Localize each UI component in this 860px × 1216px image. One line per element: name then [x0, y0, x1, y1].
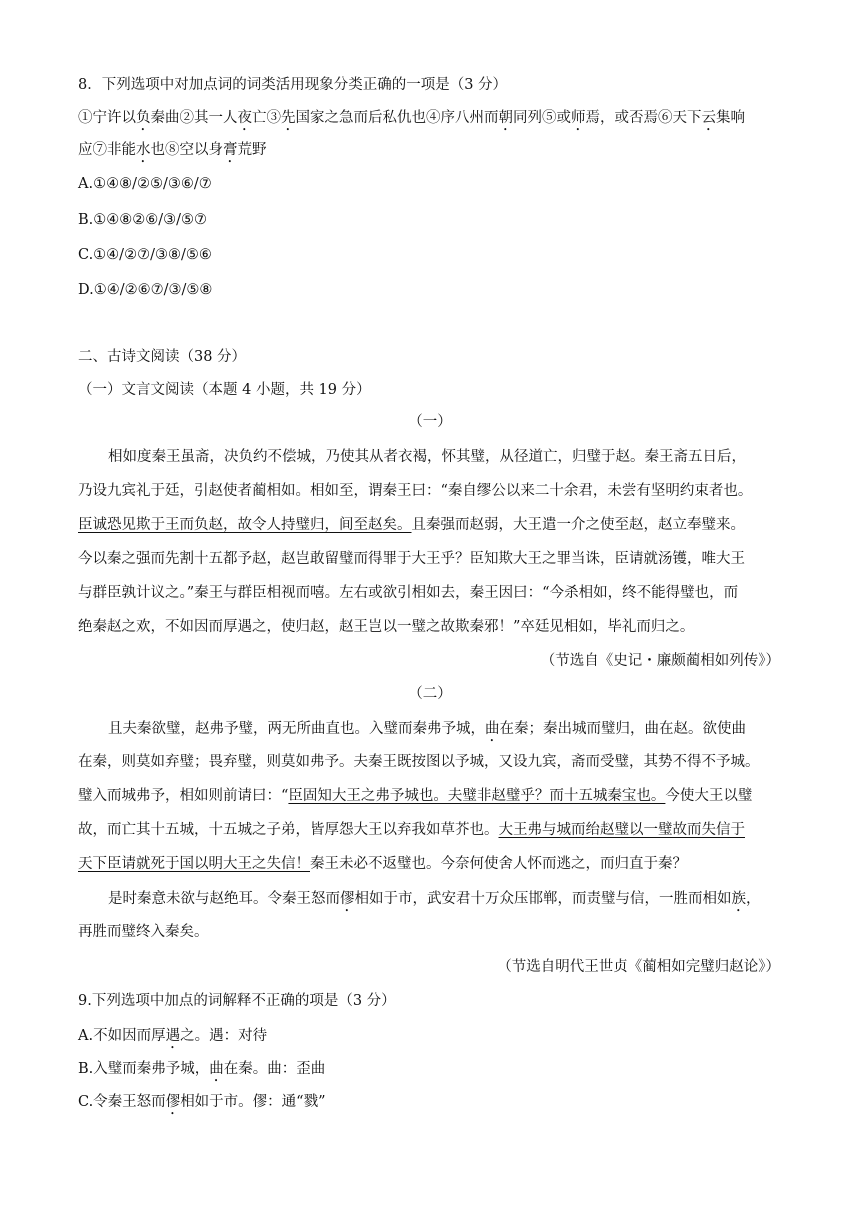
- q9-option-b: B.入璧而秦弗予城，曲在秦。曲：歪曲: [78, 1061, 326, 1077]
- section-subtitle: （一）文言文阅读（本题 4 小题，共 19 分）: [78, 382, 371, 398]
- underlined-sentence: 臣固知大王之弗予城也。夫璧非赵璧乎？而十五城秦宝也。: [288, 788, 666, 804]
- passage2-line: 璧入而城弗予，相如则前请曰：“臣固知大王之弗予城也。夫璧非赵璧乎？而十五城秦宝也。今使大王以璧: [78, 788, 753, 804]
- q8-items-line2: 应⑦非能水也⑧空以身膏荒野: [78, 142, 267, 158]
- q9-option-a: A.不如因而厚遇之。遇：对待: [78, 1028, 268, 1044]
- q8-option-a: A.①④⑧/②⑤/③⑥/⑦: [78, 176, 212, 192]
- q9-stem: 9.下列选项中加点的词解释不正确的项是（3 分）: [78, 993, 396, 1009]
- q8-option-d: D.①④/②⑥⑦/③/⑤⑧: [78, 282, 213, 298]
- passage2-label: （二）: [408, 686, 452, 702]
- q8-items-line1: ①宁许以负秦曲②其一人夜亡③先国家之急而后私仇也④序八州而朝同列⑤或师焉，或否焉⑥天下云集响: [78, 110, 745, 126]
- passage1-line: 乃设九宾礼于廷，引赵使者蔺相如。相如至，谓秦王曰：“秦自缪公以来二十余君，未尝有坚明约束者也。: [78, 483, 753, 499]
- underlined-sentence: 天下臣请就死于国以明大王之失信！: [78, 856, 310, 872]
- passage1-source: （节选自《史记・廉颇蔺相如列传》）: [540, 653, 780, 669]
- passage1-line: 臣诚恐见欺于王而负赵，故令人持璧归，间至赵矣。且秦强而赵弱，大王遣一介之使至赵，赵立奉璧来。: [78, 517, 745, 533]
- q8-option-b: B.①④⑧②⑥/③/⑤⑦: [78, 212, 208, 228]
- passage2-line: 在秦，则莫如弃璧；畏弃璧，则莫如弗予。夫秦王既按图以予城，又设九宾，斋而受璧，其势不得不予城。: [78, 754, 760, 770]
- passage1-line: 相如度秦王虽斋，决负约不偿城，乃使其从者衣褐，怀其璧，从径道亡，归璧于赵。秦王斋五日后，: [108, 449, 746, 465]
- passage2-source: （节选自明代王世贞《蔺相如完璧归赵论》）: [497, 959, 780, 975]
- passage1-line: 与群臣孰计议之。”秦王与群臣相视而嘻。左右或欲引相如去，秦王因曰：“今杀相如，终不能得璧也，而: [78, 585, 739, 601]
- passage2-line: 再胜而璧终入秦矣。: [78, 924, 209, 940]
- passage2-line: 是时秦意未欲与赵绝耳。令秦王怒而僇相如于市，武安君十万众压邯郸，而责璧与信，一胜而相如族，: [108, 891, 761, 907]
- q9-option-c: C.令秦王怒而僇相如于市。僇：通“戮”: [78, 1094, 326, 1110]
- passage1-line: 今以秦之强而先割十五都予赵，赵岂敢留璧而得罪于大王乎？臣知欺大王之罪当诛，臣请就汤镬，唯大王: [78, 551, 745, 567]
- passage2-line: 且夫秦欲璧，赵弗予璧，两无所曲直也。入璧而秦弗予城，曲在秦；秦出城而璧归，曲在赵。欲使曲: [108, 721, 746, 737]
- underlined-sentence: 臣诚恐见欺于王而负赵，故令人持璧归，间至赵矣。: [78, 517, 412, 533]
- passage2-line: 故，而亡其十五城，十五城之子弟，皆厚怨大王以弃我如草芥也。大王弗与城而绐赵璧以一璧故而失信于: [78, 822, 745, 838]
- passage2-line: 天下臣请就死于国以明大王之失信！秦王未必不返璧也。今奈何使舍人怀而逃之，而归直于秦？: [78, 856, 687, 872]
- q8-option-c: C.①④/②⑦/③⑧/⑤⑥: [78, 247, 212, 263]
- underlined-sentence: 大王弗与城而绐赵璧以一璧故而失信于: [498, 822, 745, 838]
- section-title: 二、古诗文阅读（38 分）: [78, 349, 247, 365]
- q8-stem: 8．下列选项中对加点词的词类活用现象分类正确的一项是（3 分）: [78, 77, 508, 93]
- passage1-label: （一）: [408, 414, 452, 430]
- passage1-line: 绝秦赵之欢，不如因而厚遇之，使归赵，赵王岂以一璧之故欺秦邪！”卒廷见相如，毕礼而归之。: [78, 619, 695, 635]
